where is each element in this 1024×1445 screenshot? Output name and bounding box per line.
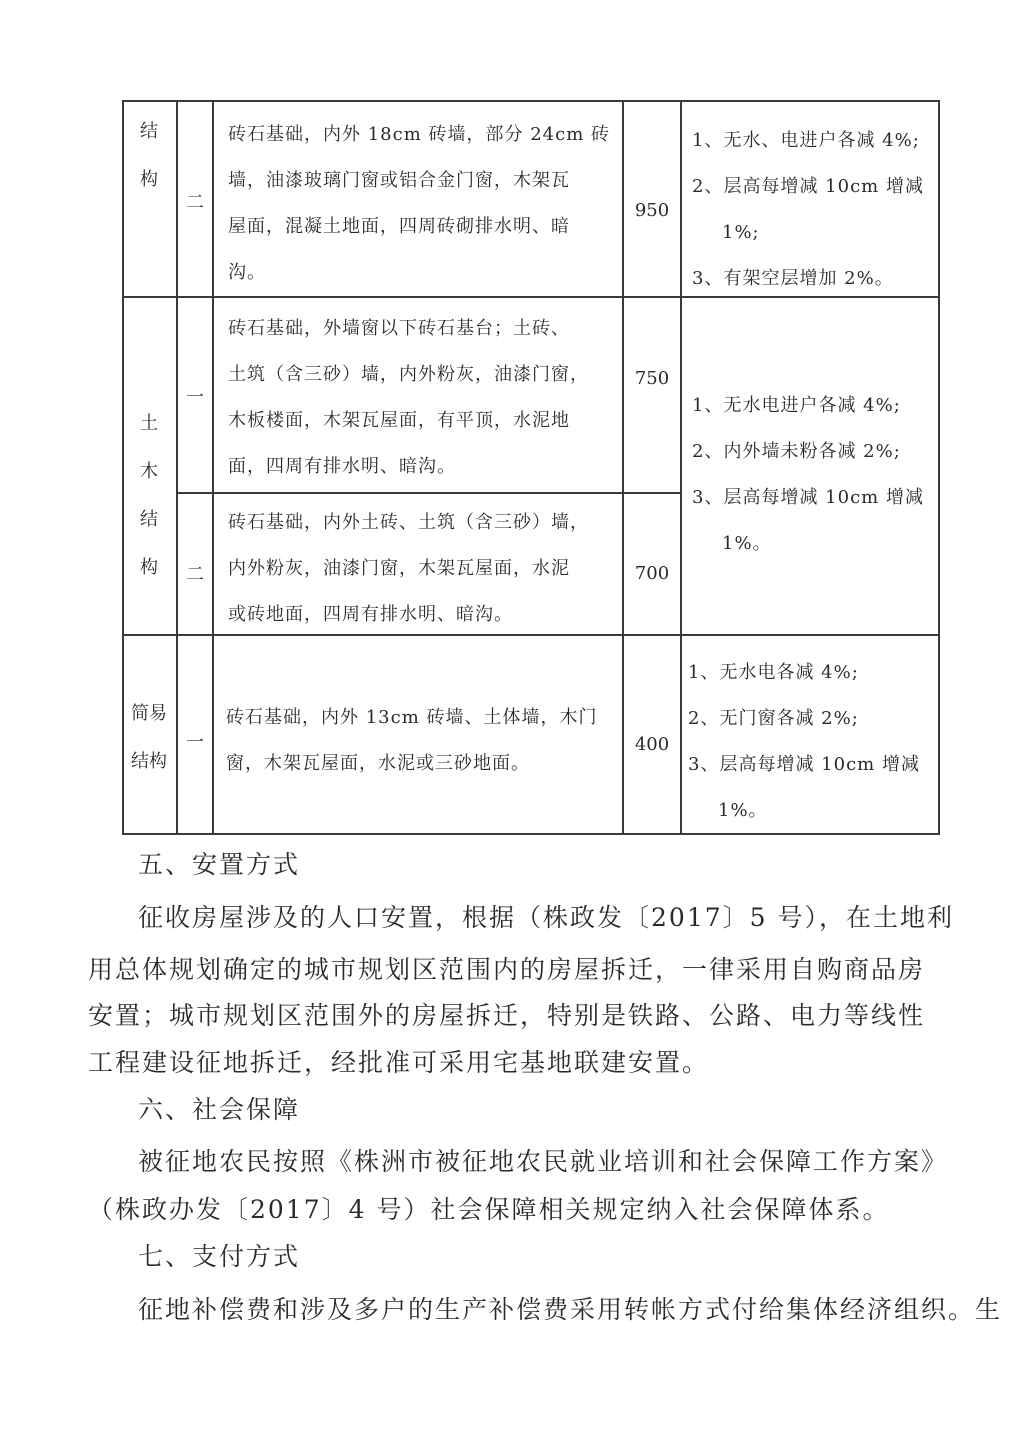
table-cell-grade: 二: [186, 192, 204, 213]
table-cell-adjustments: 1、无水、电进户各减 4%; 2、层高每增减 10cm 增减 1%; 3、有架空层增加 2%。: [692, 130, 924, 289]
table-border-top: [122, 100, 940, 102]
table-border-right: [938, 100, 940, 835]
table-col-divider: [680, 100, 682, 835]
paragraph-line: （株政办发〔2017〕4 号）社会保障相关规定纳入社会保障体系。: [88, 1195, 890, 1224]
section-heading: 七、支付方式: [138, 1242, 301, 1271]
paragraph-line: 用总体规划确定的城市规划区范围内的房屋拆迁，一律采用自购商品房: [88, 955, 926, 984]
table-cell-description: 砖石基础，内外 18cm 砖墙，部分 24cm 砖 墙，油漆玻璃门窗或铝合金门窗，木架瓦 屋面，混凝土地面，四周砖砌排水明、暗 沟。: [228, 124, 610, 283]
table-cell-description: 砖石基础，外墙窗以下砖石基台；土砖、 土筑（含三砂）墙，内外粉灰，油漆门窗， 木板楼面，木架瓦屋面，有平顶，水泥地 面，四周有排水明、暗沟。: [228, 318, 589, 477]
table-cell-adjustments: 1、无水电各减 4%; 2、无门窗各减 2%; 3、层高每增减 10cm 增减 1%。: [688, 662, 920, 821]
table-row-divider: [176, 492, 682, 494]
table-cell-category: 结 构: [140, 121, 158, 190]
table-cell-price: 950: [634, 200, 670, 221]
table-cell-grade: 一: [186, 387, 204, 408]
table-cell-price: 400: [634, 734, 670, 755]
table-cell-description: 砖石基础，内外 13cm 砖墙、土体墙，木门 窗，木架瓦屋面，水泥或三砂地面。: [226, 707, 598, 774]
table-cell-grade: 一: [186, 732, 204, 753]
paragraph-line: 安置；城市规划区范围外的房屋拆迁，特别是铁路、公路、电力等线性: [88, 1001, 926, 1030]
table-cell-grade: 二: [186, 564, 204, 585]
paragraph-line: 征收房屋涉及的人口安置，根据（株政发〔2017〕5 号），在土地利: [138, 903, 954, 932]
table-cell-category: 简易 结构: [131, 703, 167, 772]
section-heading: 五、安置方式: [138, 850, 301, 879]
paragraph-line: 被征地农民按照《株洲市被征地农民就业培训和社会保障工作方案》: [138, 1147, 949, 1176]
paragraph-line: 工程建设征地拆迁，经批准可采用宅基地联建安置。: [88, 1048, 710, 1077]
table-cell-description: 砖石基础，内外土砖、土筑（含三砂）墙， 内外粉灰，油漆门窗，木架瓦屋面，水泥 或砖地面，四周有排水明、暗沟。: [228, 512, 589, 625]
section-heading: 六、社会保障: [138, 1095, 301, 1124]
table-cell-adjustments: 1、无水电进户各减 4%; 2、内外墙未粉各减 2%; 3、层高每增减 10cm 增减 1%。: [692, 395, 924, 554]
table-cell-price: 700: [634, 563, 670, 584]
table-cell-category: 土 木 结 构: [140, 413, 158, 578]
table-col-divider: [212, 100, 214, 835]
paragraph-line: 征地补偿费和涉及多户的生产补偿费采用转帐方式付给集体经济组织。生: [138, 1295, 1003, 1324]
table-cell-price: 750: [634, 368, 670, 389]
